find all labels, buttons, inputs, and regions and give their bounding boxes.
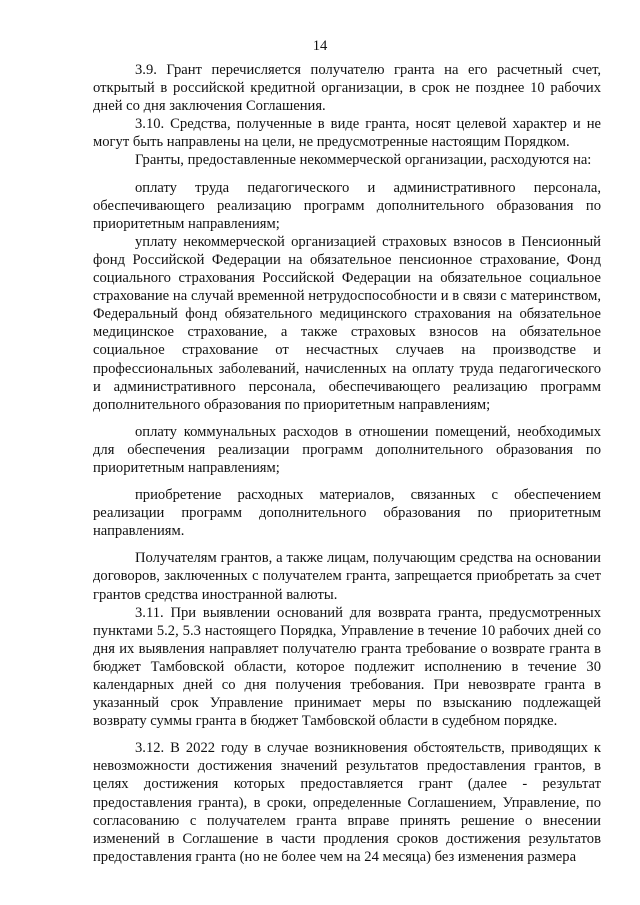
list-item-materials: приобретение расходных материалов, связанных с обеспечением реализации программ дополнительного образования по приоритетным направлениям. <box>93 487 601 540</box>
paragraph-3-9: 3.9. Грант перечисляется получателю гранта на его расчетный счет, открытый в российской кредитной организации, в срок не позднее 10 рабочих дней со дня заключения Соглашения. <box>93 62 601 115</box>
paragraph-3-12: 3.12. В 2022 году в случае возникновения обстоятельств, приводящих к невозможности достижения значений результатов предоставления грантов, в целях достижения которых предоставляется грант (далее - результат предоставления гранта), в сроки, определенные Соглашением, Управление, по согласованию с получателем гранта вправе принять решение о внесении изменений в Соглашение в части продления сроков достижения результатов предоставления гранта (но не более чем на 24 месяца) без изменения размера <box>93 740 601 865</box>
list-item-insurance-contributions: уплату некоммерческой организацией страховых взносов в Пенсионный фонд Российской Федерации на обязательное пенсионное страхование, Фонд социального страхования Российской Федерации на обязательное социальное страхование на случай временной нетрудоспособности и в связи с материнством, Федеральный фонд обязательного медицинского страхования на обязательное медицинское страхование, а также страховых взносов на обязательное социальное страхование от несчастных случаев на производстве и профессиональных заболеваний, начисленных на оплату труда педагогического и административного персонала, обеспечивающего реализацию программ дополнительного образования по приоритетным направлениям; <box>93 233 601 413</box>
page-number: 14 <box>312 38 328 54</box>
paragraph-3-10: 3.10. Средства, полученные в виде гранта, носят целевой характер и не могут быть направлены на цели, не предусмотренные настоящим Порядком. <box>93 116 601 151</box>
paragraph-currency-prohibition: Получателям грантов, а также лицам, получающим средства на основании договоров, заключенных с получателем гранта, запрещается приобретать за счет грантов средства иностранной валюты. <box>93 550 601 603</box>
paragraph-grants-spent-on: Гранты, предоставленные некоммерческой организации, расходуются на: <box>135 152 592 169</box>
document-body <box>93 61 601 866</box>
list-item-utilities: оплату коммунальных расходов в отношении помещений, необходимых для обеспечения реализации программ дополнительного образования по приоритетным направлениям; <box>93 423 601 476</box>
list-item-salary: оплату труда педагогического и административного персонала, обеспечивающего реализацию программ дополнительного образования по приоритетным направлениям; <box>93 179 601 232</box>
paragraph-3-11: 3.11. При выявлении оснований для возврата гранта, предусмотренных пунктами 5.2, 5.3 настоящего Порядка, Управление в течение 10 рабочих дней со дня их выявления направляет получателю гранта требование о возврате гранта в бюджет Тамбовской области, которое подлежит исполнению в течение 30 календарных дней со дня получения требования. При невозврате гранта в указанный срок Управление принимает меры по взысканию подлежащей возврату суммы гранта в бюджет Тамбовской области в судебном порядке. <box>93 604 601 730</box>
